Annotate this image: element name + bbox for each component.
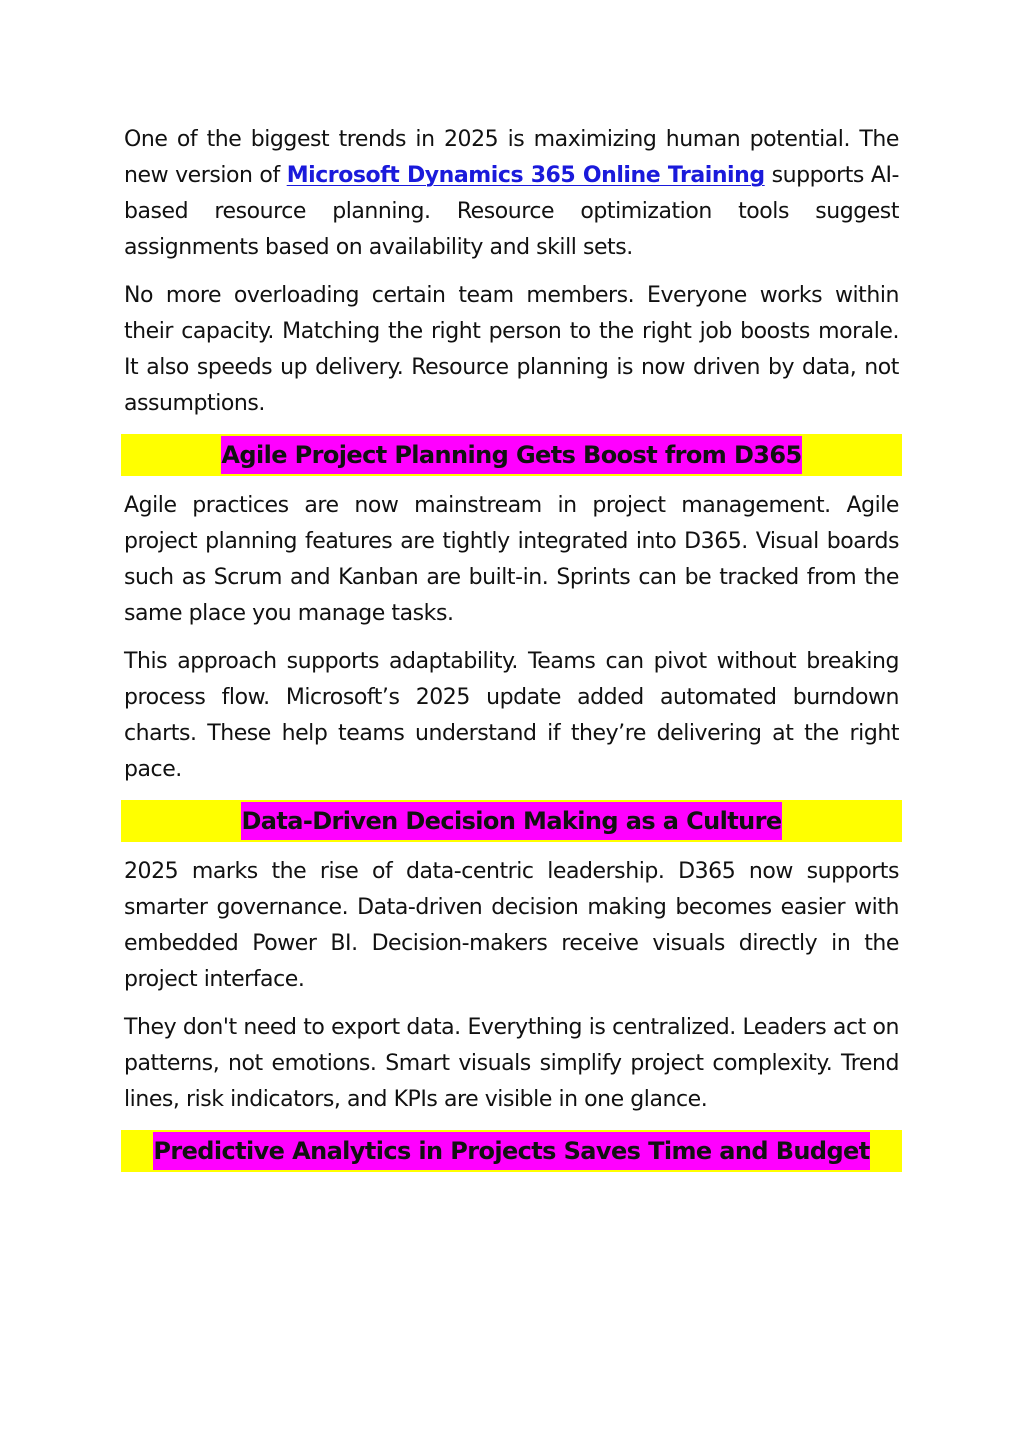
paragraph-adaptability: This approach supports adaptability. Teams can pivot without breaking process flow. Microsoft’s 2025 update added automated burndown charts. These help teams understand if they’re delivering at the right pace. xyxy=(124,649,899,782)
paragraph-data-centric: 2025 marks the rise of data-centric leadership. D365 now supports smarter governance. Data-driven decision making becomes easier with embedded Power BI. Decision-makers receive visuals directly in the project interface. xyxy=(124,859,899,992)
paragraph-text: One of the biggest trends in 2025 is maximizing human potential. The new version of xyxy=(124,127,899,188)
heading-agile-planning: Agile Project Planning Gets Boost from D365 xyxy=(221,436,801,474)
paragraph-capacity: No more overloading certain team members. Everyone works within their capacity. Matching the right person to the right job boosts morale. It also speeds up delivery. Resource planning is now driven by data, not assumptions. xyxy=(124,283,899,416)
training-link[interactable]: Microsoft Dynamics 365 Online Training xyxy=(286,163,765,188)
paragraph-resource-planning xyxy=(124,122,899,266)
paragraph-centralized: They don't need to export data. Everything is centralized. Leaders act on patterns, not emotions. Smart visuals simplify project complexity. Trend lines, risk indicators, and KPIs are visible in one glance. xyxy=(124,1015,899,1112)
heading-data-driven: Data-Driven Decision Making as a Culture xyxy=(241,802,781,840)
paragraph-text: supports AI-based resource planning. Resource optimization tools suggest assignments based on availability and skill sets. xyxy=(124,163,900,260)
paragraph-agile-practices: Agile practices are now mainstream in project management. Agile project planning features are tightly integrated into D365. Visual boards such as Scrum and Kanban are built-in. Sprints can be tracked from the same place you manage tasks. xyxy=(124,493,899,626)
heading-band-agile xyxy=(121,434,902,476)
document-content xyxy=(124,122,899,1184)
heading-predictive-analytics: Predictive Analytics in Projects Saves Time and Budget xyxy=(153,1132,869,1170)
heading-band-data-driven xyxy=(121,800,902,842)
heading-band-predictive xyxy=(121,1130,902,1172)
